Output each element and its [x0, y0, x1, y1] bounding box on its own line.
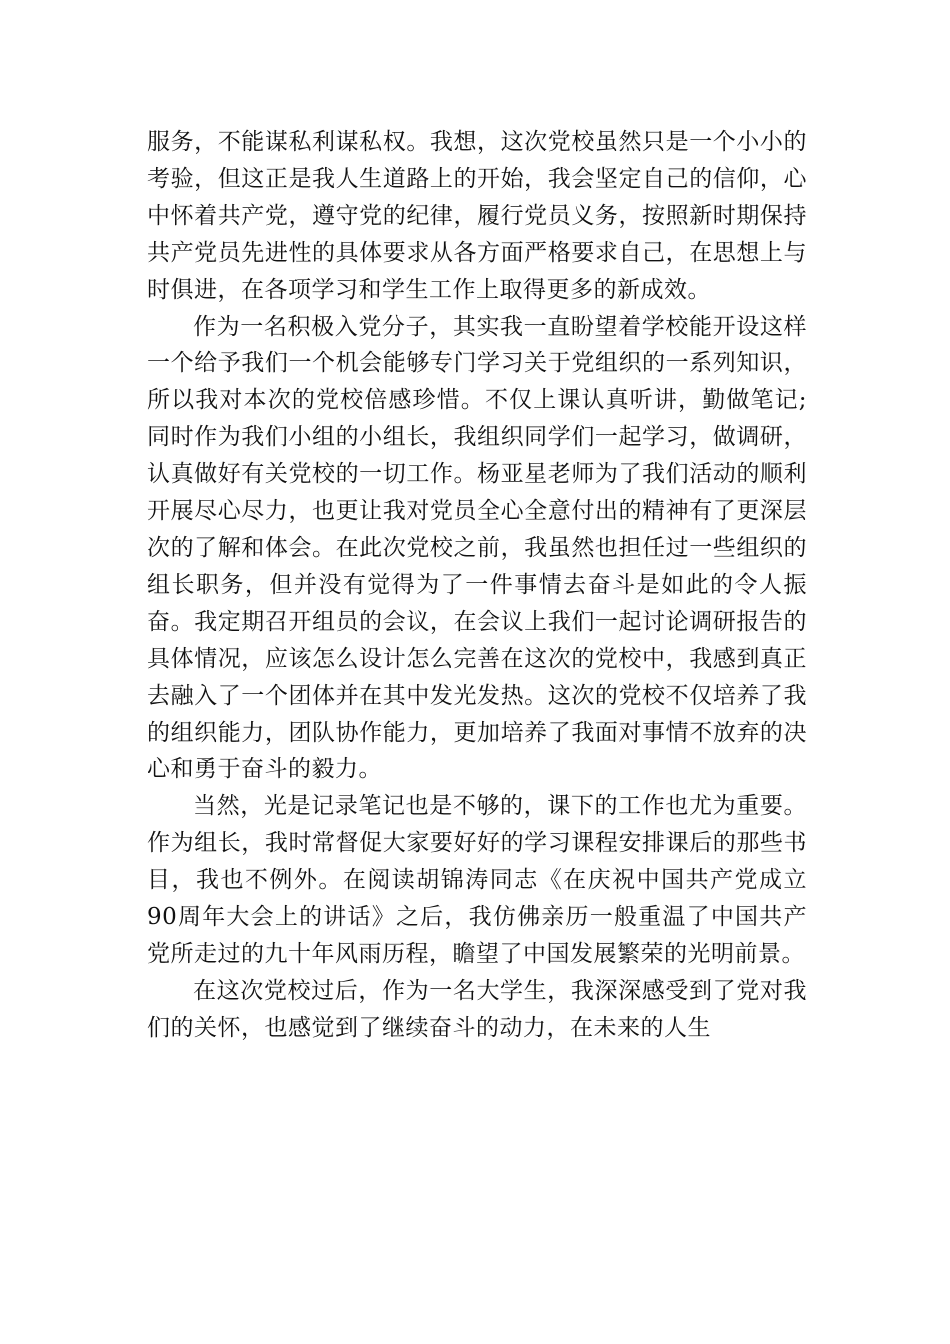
document-body	[147, 124, 807, 1047]
paragraph-after-party-school: 在这次党校过后，作为一名大学生，我深深感受到了党对我们的关怀，也感觉到了继续奋斗的动力，在未来的人生	[147, 977, 807, 1041]
paragraph-continuation: 服务，不能谋私利谋私权。我想，这次党校虽然只是一个小小的考验，但这正是我人生道路上的开始，我会坚定自己的信仰，心中怀着共产党，遵守党的纪律，履行党员义务，按照新时期保持共产党员先进性的具体要求从各方面严格要求自己，在思想上与时俱进，在各项学习和学生工作上取得更多的新成效。	[147, 129, 807, 303]
paragraph-party-activist: 作为一名积极入党分子，其实我一直盼望着学校能开设这样一个给予我们一个机会能够专门学习关于党组织的一系列知识，所以我对本次的党校倍感珍惜。不仅上课认真听讲，勤做笔记;同时作为我们小组的小组长，我组织同学们一起学习，做调研，认真做好有关党校的一切工作。杨亚星老师为了我们活动的顺利开展尽心尽力，也更让我对党员全心全意付出的精神有了更深层次的了解和体会。在此次党校之前，我虽然也担任过一些组织的组长职务，但并没有觉得为了一件事情去奋斗是如此的令人振奋。我定期召开组员的会议，在会议上我们一起讨论调研报告的具体情况，应该怎么设计怎么完善在这次的党校中，我感到真正去融入了一个团体并在其中发光发热。这次的党校不仅培养了我的组织能力，团队协作能力，更加培养了我面对事情不放弃的决心和勇于奋斗的毅力。	[147, 313, 807, 783]
paragraph-notes-and-reading: 当然，光是记录笔记也是不够的，课下的工作也尤为重要。作为组长，我时常督促大家要好好的学习课程安排课后的那些书目，我也不例外。在阅读胡锦涛同志《在庆祝中国共产党成立90周年大会上的讲话》之后，我仿佛亲历一般重温了中国共产党所走过的九十年风雨历程，瞻望了中国发展繁荣的光明前景。	[147, 793, 807, 967]
